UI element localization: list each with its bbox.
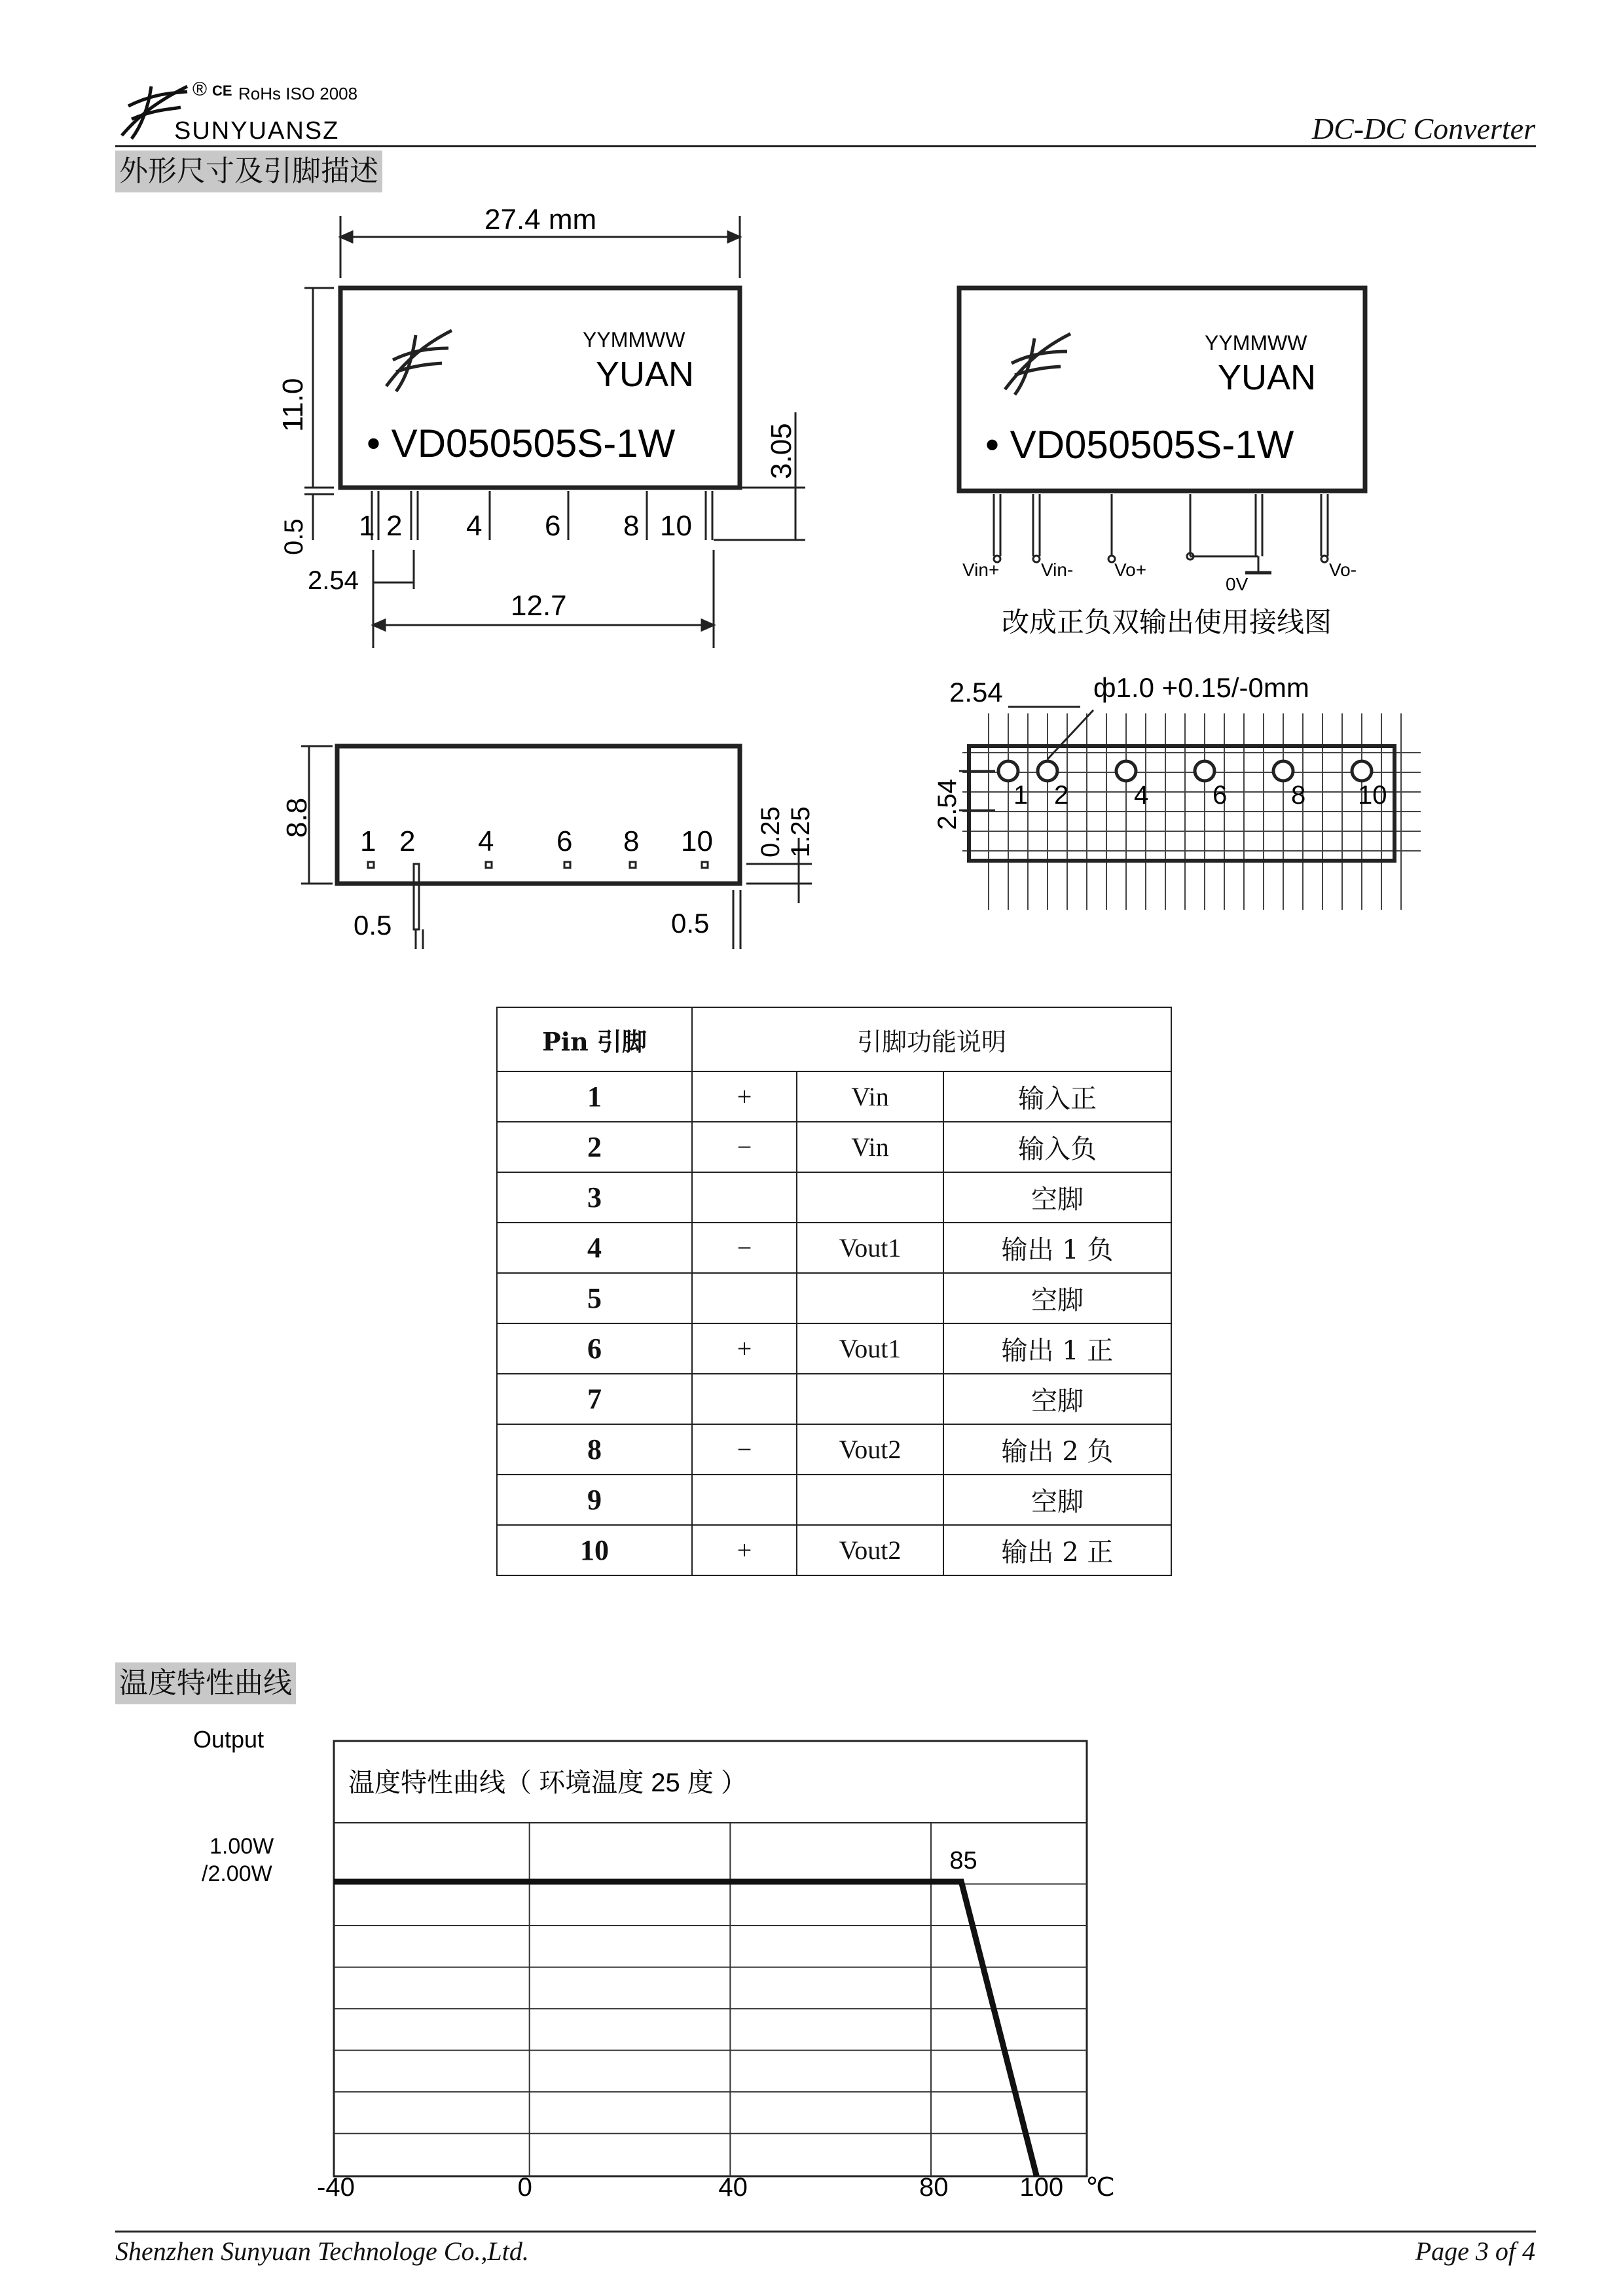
pin-number-cell: 3 — [497, 1172, 692, 1223]
pcb-footprint-drawing — [897, 661, 1434, 919]
signal-cell: Vout2 — [797, 1525, 943, 1575]
pin-signal-label: Vo+ — [1114, 560, 1147, 580]
pin-number-cell: 2 — [497, 1122, 692, 1172]
span-dimension: 12.7 — [511, 590, 567, 622]
polarity-cell: + — [692, 1071, 797, 1122]
signal-cell — [797, 1374, 943, 1424]
pin-function-table — [496, 1007, 1172, 1576]
pin-hole-icon — [1116, 761, 1136, 781]
description-cell: 空脚 — [943, 1475, 1171, 1525]
pin-hole-icon — [1352, 761, 1372, 781]
footprint-pin-label: 8 — [1291, 781, 1306, 810]
x-axis-unit: ℃ — [1085, 2173, 1115, 2199]
table-row — [497, 1172, 1171, 1223]
pin-number-cell: 8 — [497, 1424, 692, 1475]
height-dimension: 11.0 — [277, 378, 309, 432]
hole-size-dimension: ф1.0 +0.15/-0mm — [1093, 672, 1309, 703]
date-code: YYMMWW — [583, 328, 685, 351]
table-header-row — [497, 1007, 1171, 1071]
dimension-025: 0.25 — [756, 806, 785, 857]
pin-hole-icon — [998, 761, 1018, 781]
x-tick-label: 0 — [517, 2173, 532, 2199]
standoff-dimension: 0.5 — [280, 518, 308, 555]
signal-cell: Vout1 — [797, 1323, 943, 1374]
derating-chart — [118, 1715, 1152, 2199]
column-header-function: 引脚功能说明 — [692, 1007, 1171, 1071]
pin-label: 10 — [660, 510, 692, 542]
y-value-label: /2.00W — [202, 1861, 272, 1886]
footer-company-name: Shenzhen Sunyuan Technologe Co.,Ltd. — [115, 2236, 529, 2266]
polarity-cell: − — [692, 1122, 797, 1172]
part-number: • VD050505S-1W — [367, 422, 676, 465]
table-row — [497, 1122, 1171, 1172]
polarity-cell: − — [692, 1223, 797, 1273]
pin-label: 2 — [386, 510, 403, 542]
pin-label: 6 — [545, 510, 561, 542]
ce-mark: CE — [212, 82, 232, 99]
signal-cell: Vout2 — [797, 1424, 943, 1475]
description-cell: 输出 1 负 — [943, 1223, 1171, 1273]
polarity-cell: − — [692, 1424, 797, 1475]
pin-hole-icon — [1195, 761, 1214, 781]
signal-cell — [797, 1273, 943, 1323]
footprint-pin-label: 6 — [1213, 781, 1228, 810]
x-tick-label: 80 — [919, 2173, 949, 2199]
polarity-cell — [692, 1475, 797, 1525]
side-pin-label: 4 — [478, 825, 494, 857]
dimensions-section-title: 外形尺寸及引脚描述 — [115, 151, 382, 192]
footprint-pin-label: 2 — [1054, 781, 1069, 810]
wiring-brand-label: YUAN — [1218, 358, 1317, 397]
header-divider — [115, 145, 1536, 147]
temperature-annotation: 85 — [949, 1847, 977, 1874]
pin-hole-icon — [1038, 761, 1057, 781]
pin-label: 4 — [466, 510, 483, 542]
pin-height-dimension: 3.05 — [765, 423, 797, 479]
width-dimension: 27.4 mm — [484, 204, 597, 236]
pitch-dimension: 2.54 — [308, 566, 359, 595]
certifications-text: RoHs ISO 2008 — [238, 84, 358, 103]
document-title: DC-DC Converter — [1311, 112, 1535, 145]
column-header-pin: Pin 引脚 — [497, 1007, 692, 1071]
pin-number-cell: 6 — [497, 1323, 692, 1374]
x-tick-label: -40 — [317, 2173, 355, 2199]
polarity-cell — [692, 1374, 797, 1424]
side-body-outline — [337, 746, 740, 884]
table-row — [497, 1475, 1171, 1525]
y-axis-label: Output — [193, 1726, 264, 1753]
wiring-logo-icon — [1005, 334, 1070, 395]
description-cell: 空脚 — [943, 1273, 1171, 1323]
front-logo-icon — [386, 331, 452, 391]
side-view-drawing — [262, 733, 838, 952]
side-pin-label: 1 — [360, 825, 376, 857]
pin-number-cell: 7 — [497, 1374, 692, 1424]
polarity-cell: + — [692, 1323, 797, 1374]
description-cell: 输入负 — [943, 1122, 1171, 1172]
description-cell: 输出 2 正 — [943, 1525, 1171, 1575]
side-pin-label: 8 — [623, 825, 640, 857]
temperature-section-title: 温度特性曲线 — [115, 1662, 296, 1704]
company-logo — [115, 73, 403, 148]
signal-cell: Vout1 — [797, 1223, 943, 1273]
side-right-dimension: 0.5 — [671, 908, 710, 939]
pin-number-cell: 4 — [497, 1223, 692, 1273]
description-cell: 空脚 — [943, 1374, 1171, 1424]
side-left-dimension: 0.5 — [354, 910, 392, 941]
wiring-part-number: • VD050505S-1W — [985, 423, 1294, 467]
x-tick-label: 100 — [1019, 2173, 1064, 2199]
side-pin-label: 10 — [681, 825, 713, 857]
pin-signal-label: Vin- — [1041, 560, 1074, 580]
table-row — [497, 1424, 1171, 1475]
table-row — [497, 1525, 1171, 1575]
pin-signal-label: 0V — [1226, 574, 1249, 594]
polarity-cell — [692, 1172, 797, 1223]
footprint-pitch-dimension: 2.54 — [949, 677, 1003, 708]
side-pin-label: 2 — [399, 825, 416, 857]
pin-number-cell: 5 — [497, 1273, 692, 1323]
page-number: Page 3 of 4 — [1415, 2236, 1535, 2266]
pin-number-cell: 1 — [497, 1071, 692, 1122]
brand-label: YUAN — [596, 355, 695, 394]
pin-hole-icon — [1273, 761, 1293, 781]
pin-label: 8 — [623, 510, 640, 542]
footprint-row-dimension: 2.54 — [933, 779, 962, 830]
pin-signal-label: Vin+ — [962, 560, 1000, 580]
footer-divider — [115, 2231, 1536, 2233]
table-row — [497, 1273, 1171, 1323]
side-pin-label: 6 — [556, 825, 573, 857]
pin-number-cell: 10 — [497, 1525, 692, 1575]
chart-frame — [334, 1741, 1087, 2176]
signal-cell: Vin — [797, 1071, 943, 1122]
dimension-125: 1.25 — [786, 806, 815, 857]
footprint-pin-label: 10 — [1358, 781, 1387, 810]
side-height-dimension: 8.8 — [281, 797, 313, 838]
wiring-caption: 改成正负双输出使用接线图 — [1002, 607, 1332, 637]
wiring-diagram — [943, 275, 1440, 657]
pin-signal-label: Vo- — [1329, 560, 1357, 580]
polarity-cell — [692, 1273, 797, 1323]
front-view-drawing — [262, 196, 851, 670]
pin-label: 1 — [359, 510, 375, 542]
footprint-pin-label: 4 — [1134, 781, 1149, 810]
footprint-pin-label: 1 — [1013, 781, 1029, 810]
pin-number-cell: 9 — [497, 1475, 692, 1525]
polarity-cell: + — [692, 1525, 797, 1575]
brand-name: SUNYUANSZ — [174, 117, 340, 145]
signal-cell — [797, 1475, 943, 1525]
description-cell: 输入正 — [943, 1071, 1171, 1122]
chart-title: 温度特性曲线（ 环境温度 25 度 ） — [348, 1768, 747, 1797]
wiring-date-code: YYMMWW — [1205, 331, 1307, 355]
signal-cell — [797, 1172, 943, 1223]
footprint-outline — [969, 746, 1395, 861]
description-cell: 输出 2 负 — [943, 1424, 1171, 1475]
registered-mark: ® — [192, 79, 208, 100]
description-cell: 输出 1 正 — [943, 1323, 1171, 1374]
table-row — [497, 1374, 1171, 1424]
description-cell: 空脚 — [943, 1172, 1171, 1223]
table-row — [497, 1071, 1171, 1122]
table-row — [497, 1223, 1171, 1273]
y-value-label: 1.00W — [210, 1834, 274, 1859]
x-tick-label: 40 — [718, 2173, 748, 2199]
table-row — [497, 1323, 1171, 1374]
signal-cell: Vin — [797, 1122, 943, 1172]
